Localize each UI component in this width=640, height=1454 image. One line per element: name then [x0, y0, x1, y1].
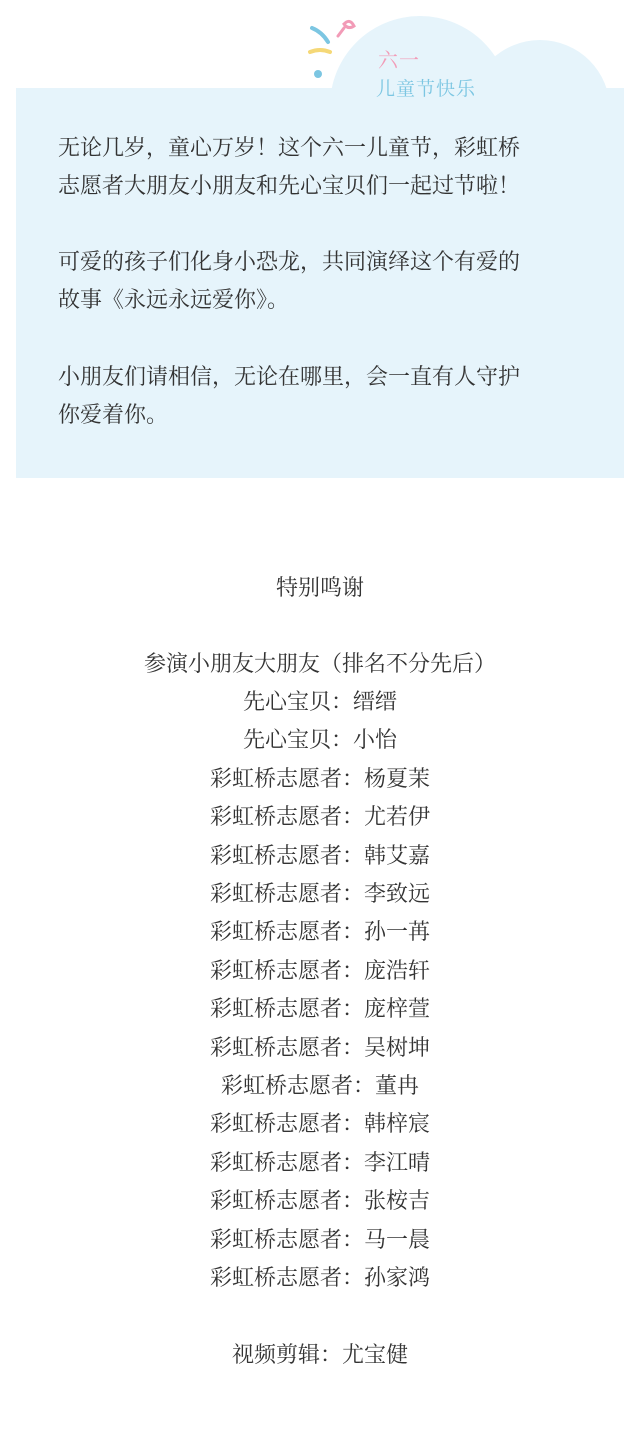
credit-entry: 彩虹桥志愿者：张桉吉 [209, 1189, 430, 1215]
credit-entry: 彩虹桥志愿者：李江晴 [209, 1150, 430, 1176]
credit-entry: 彩虹桥志愿者：韩梓宸 [209, 1112, 430, 1138]
confetti-icon [300, 14, 370, 84]
credit-entry: 彩虹桥志愿者：韩艾嘉 [209, 843, 430, 869]
credit-entry: 彩虹桥志愿者：庞浩轩 [209, 958, 430, 984]
badge-subtitle: 儿童节快乐 [376, 78, 477, 100]
credit-entry: 先心宝贝：缙缙 [242, 690, 397, 715]
credit-entry: 彩虹桥志愿者：孙一苒 [209, 920, 430, 946]
credit-entry: 彩虹桥志愿者：孙家鸿 [209, 1266, 430, 1292]
credit-entry: 彩虹桥志愿者：马一晨 [209, 1227, 430, 1253]
credits-subheading: 参演小朋友大朋友（排名不分先后） [143, 652, 496, 677]
credit-entry: 彩虹桥志愿者：杨夏茉 [209, 766, 430, 792]
credit-entry: 彩虹桥志愿者：董冉 [220, 1074, 419, 1100]
credit-entry: 彩虹桥志愿者：庞梓萱 [209, 997, 430, 1023]
credits-section [0, 570, 640, 1375]
credit-entry: 彩虹桥志愿者：李致远 [209, 882, 430, 908]
video-editor-credit: 视频剪辑：尤宝健 [231, 1342, 408, 1368]
credit-entry: 先心宝贝：小怡 [242, 728, 397, 754]
intro-paragraph-3: 小朋友们请相信，无论在哪里，会一直有人守护 你爱着你。 [58, 365, 521, 428]
intro-paragraph-2: 可爱的孩子们化身小恐龙，共同演绎这个有爱的 故事《永远永远爱你》。 [58, 250, 521, 313]
intro-paragraph-1: 无论几岁，童心万岁！这个六一儿童节，彩虹桥 志愿者大朋友小朋友和先心宝贝们一起过节啦！ [58, 136, 521, 199]
credit-entry: 彩虹桥志愿者：尤若伊 [209, 805, 430, 831]
credits-heading: 特别鸣谢 [275, 576, 364, 601]
credit-entry: 彩虹桥志愿者：吴树坤 [209, 1035, 430, 1061]
badge-title: 六一 [378, 48, 420, 72]
